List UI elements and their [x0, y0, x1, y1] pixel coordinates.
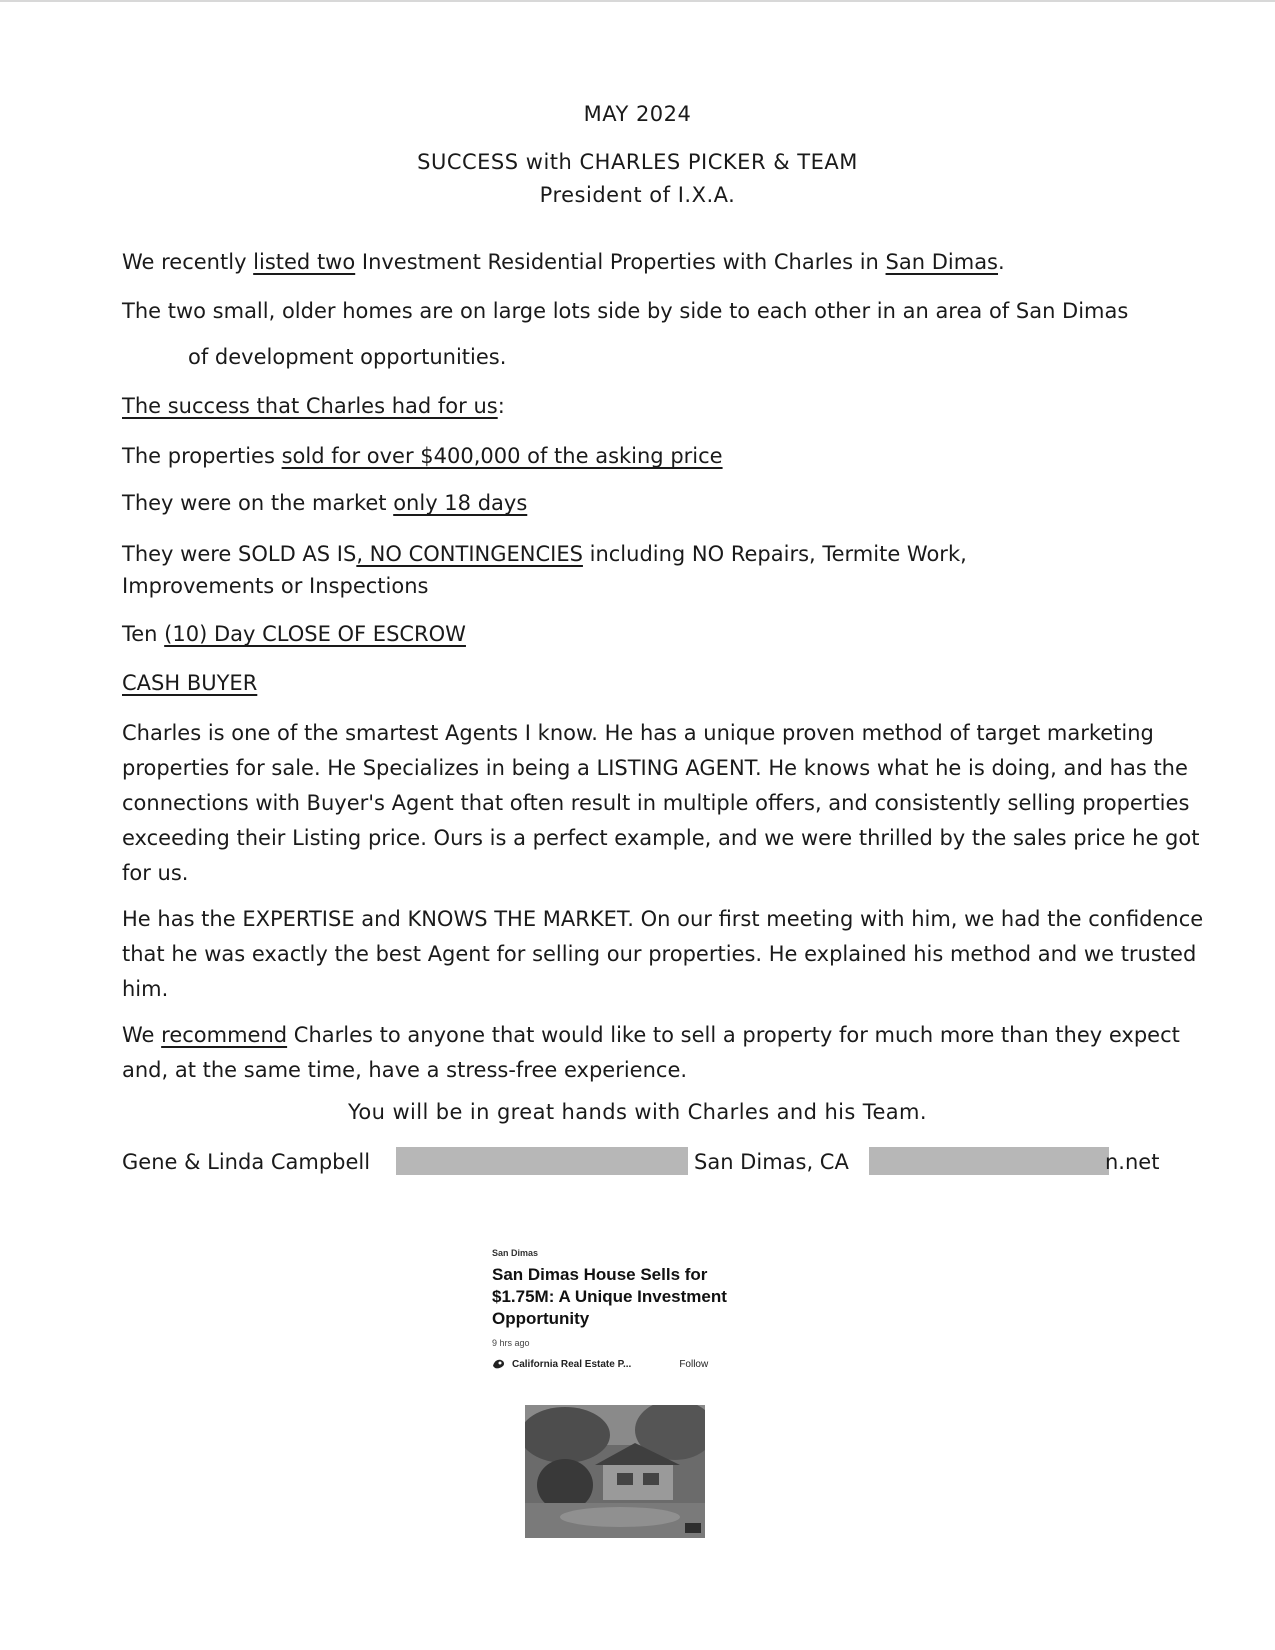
escrow-line: [122, 622, 466, 646]
closing-line: You will be in great hands with Charles and his Team.: [347, 1100, 927, 1124]
house-photo-icon: [525, 1405, 705, 1538]
paragraph-recommend: [122, 1018, 1212, 1088]
paragraph-expertise: He has the EXPERTISE and KNOWS THE MARKET. On our first meeting with him, we had the confidence that he was exactly the best Agent for selling our properties. He explained his method and we trusted him.: [122, 907, 1204, 1001]
escrow-days: (10) Day CLOSE OF ESCROW: [164, 622, 466, 646]
recommend-underlined: recommend: [161, 1023, 288, 1047]
redacted-email: [869, 1147, 1109, 1175]
article-headline: San Dimas House Sells for $1.75M: A Unique Investment Opportunity: [492, 1265, 727, 1328]
intro-period: .: [998, 250, 1005, 274]
article-category: San Dimas: [492, 1248, 539, 1258]
success-heading-text: The success that Charles had for us: [122, 394, 498, 418]
letter-subtitle: President of I.X.A.: [539, 183, 736, 207]
intro-text: We recently: [122, 250, 254, 274]
cash-buyer: [122, 671, 257, 695]
publisher-logo-icon: [492, 1358, 506, 1370]
as-is-line-2: Improvements or Inspections: [122, 574, 429, 598]
letter-date: MAY 2024: [583, 102, 692, 126]
recommend-rest: Charles to anyone that would like to sell a property for much more than they expect and, at the same time, have a stress-free experience.: [122, 1023, 1180, 1082]
as-is-details: including NO Repairs, Termite Work,: [582, 542, 967, 566]
intro-underlined-listed: listed two: [253, 250, 356, 274]
escrow-text: Ten: [122, 622, 165, 646]
market-days: only 18 days: [393, 491, 528, 515]
signature-city: San Dimas, CA: [694, 1150, 849, 1174]
homes-line-1: The two small, older homes are on large lots side by side to each other in an area of San Dimas: [122, 299, 1129, 323]
cash-buyer-text: CASH BUYER: [122, 671, 258, 695]
as-is-line: [122, 542, 967, 566]
sold-amount: sold for over $400,000 of the asking price: [281, 444, 723, 468]
market-text: They were on the market: [122, 491, 394, 515]
news-clipping: [492, 1248, 752, 1370]
sold-text: The properties: [122, 444, 282, 468]
intro-text-mid: Investment Residential Properties with Charles in: [355, 250, 886, 274]
market-line: [122, 491, 527, 515]
email-suffix: n.net: [1105, 1150, 1160, 1174]
success-heading: [122, 394, 505, 418]
article-source: [492, 1358, 752, 1370]
scan-edge: [0, 0, 1275, 2]
success-heading-colon: :: [497, 394, 505, 418]
sold-line: [122, 444, 723, 468]
homes-line-2: of development opportunities.: [188, 345, 507, 369]
as-is-text: They were SOLD AS IS: [122, 542, 357, 566]
redacted-address: [396, 1147, 688, 1175]
paragraph-smartest-agent: Charles is one of the smartest Agents I know. He has a unique proven method of target marketing properties for sale. He Specializes in being a LISTING AGENT. He knows what he is doing, and has the connections with Buyer's Agent that often result in multiple offers, and consistently selling properties exceeding their Listing price. Ours is a perfect example, and we were thrilled by the sales price he got for us.: [122, 721, 1200, 885]
recommend-text: We: [122, 1023, 162, 1047]
intro-sentence: [122, 250, 1005, 274]
no-contingencies: , NO CONTINGENCIES: [356, 542, 583, 566]
article-source-name: California Real Estate P...: [512, 1358, 632, 1370]
article-timestamp: 9 hrs ago: [492, 1338, 530, 1348]
intro-underlined-city: San Dimas: [885, 250, 999, 274]
follow-button[interactable]: Follow: [679, 1358, 709, 1370]
letter-title: SUCCESS with CHARLES PICKER & TEAM: [417, 150, 858, 174]
signature-names: Gene & Linda Campbell: [122, 1150, 371, 1174]
